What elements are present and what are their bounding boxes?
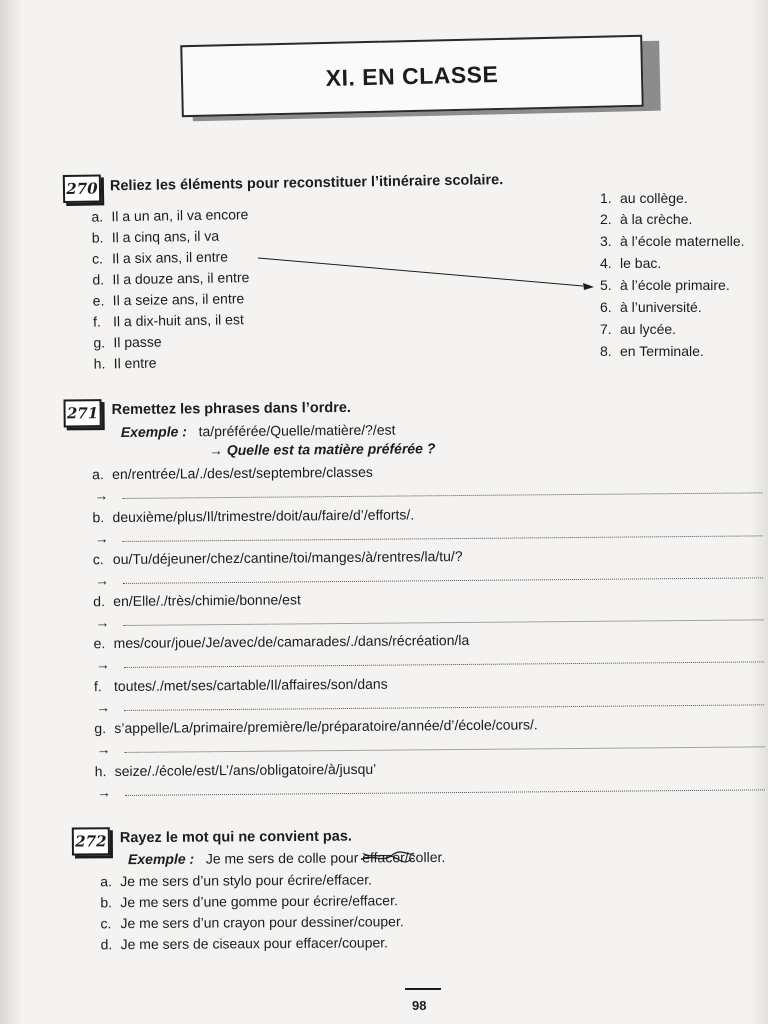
ex270-left-item: b. Il a cinq ans, il va	[91, 227, 220, 246]
exercise-number-270: 270	[63, 174, 101, 203]
page-number: 98	[412, 998, 427, 1013]
ex270-left-item: d. Il a douze ans, il entre	[92, 269, 250, 288]
exercise-270-instruction: Reliez les éléments pour reconstituer l’itinéraire scolaire.	[109, 172, 504, 195]
ex270-right-item: 4. le bac.	[600, 255, 662, 271]
ex271-item: a. en/rentrée/La/./des/est/septembre/classes	[92, 463, 373, 483]
ex270-left-item: f. Il a dix-huit ans, il est	[92, 311, 244, 330]
chapter-title: XI. EN CLASSE	[325, 60, 499, 91]
ex270-left-item: h. Il entre	[93, 354, 157, 372]
arrow-icon: →	[96, 699, 111, 716]
strike-mark	[360, 847, 416, 867]
arrow-icon: →	[94, 530, 109, 547]
ex271-item: f. toutes/./met/ses/cartable/Il/affaires/son/dans	[93, 675, 388, 695]
ex271-example: Exemple : ta/préférée/Quelle/matière/?/est	[120, 421, 396, 440]
ex272-item: c. Je me sers d’un crayon pour dessiner/couper.	[100, 913, 404, 932]
exercise-272-instruction: Rayez le mot qui ne convient pas.	[119, 828, 352, 847]
ex271-example-answer: → Quelle est ta matière préférée ?	[208, 440, 436, 459]
ex272-item: d. Je me sers de ciseaux pour effacer/couper.	[100, 934, 389, 953]
ex270-right-item: 1. au collège.	[600, 190, 688, 206]
ex270-left-item: g. Il passe	[93, 333, 162, 351]
struck-word: effacer	[362, 849, 405, 865]
arrow-icon: →	[94, 572, 110, 589]
arrow-icon: →	[96, 784, 111, 801]
arrow-icon: →	[95, 614, 110, 631]
ex270-right-item: 3. à l’école maternelle.	[600, 233, 745, 249]
page-number-rule	[405, 988, 441, 990]
ex272-item: b. Je me sers d’une gomme pour écrire/effacer.	[100, 892, 398, 911]
ex272-example: Exemple : Je me sers de colle pour effacer /coller.	[127, 848, 446, 868]
exercise-number-272: 272	[72, 827, 110, 855]
ex270-left-item: c. Il a six ans, il entre	[91, 248, 229, 267]
ex271-item: g. s’appelle/La/primaire/première/le/préparatoire/année/d’/école/cours/.	[94, 716, 538, 737]
ex271-item: d. en/Elle/./très/chimie/bonne/est	[93, 591, 301, 610]
ex270-left-item: a. Il a un an, il va encore	[91, 206, 249, 225]
exercise-271-instruction: Remettez les phrases dans l’ordre.	[111, 399, 351, 419]
arrow-icon: →	[94, 487, 109, 504]
ex270-right-item: 8. en Terminale.	[600, 343, 704, 359]
arrow-icon: →	[96, 741, 111, 758]
ex271-item: b. deuxième/plus/Il/trimestre/doit/au/faire/d’/efforts/.	[92, 506, 415, 526]
ex272-item: a. Je me sers d’un stylo pour écrire/effacer.	[100, 871, 373, 890]
ex270-right-item: 6. à l’université.	[600, 299, 702, 315]
ex271-item: e. mes/cour/joue/Je/avec/de/camarades/./dans/récréation/la	[93, 631, 470, 652]
ex270-right-item: 5. à l’école primaire.	[600, 277, 730, 293]
ex271-item: c. ou/Tu/déjeuner/chez/cantine/toi/manges/à/rentres/la/tu/?	[92, 547, 463, 568]
ex270-right-item: 2. à la crèche.	[600, 211, 693, 227]
ex270-left-item: e. Il a seize ans, il entre	[92, 290, 245, 309]
exercise-number-271: 271	[63, 399, 101, 427]
ex271-item: h. seize/./école/est/L’/ans/obligatoire/à/jusqu’	[94, 760, 377, 780]
arrow-icon: →	[95, 656, 110, 673]
ex270-right-item: 7. au lycée.	[600, 321, 677, 337]
